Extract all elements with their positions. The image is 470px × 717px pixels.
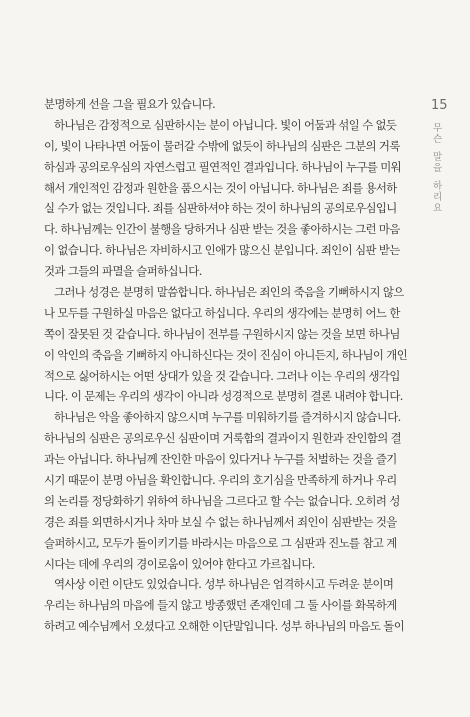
text-line: 시다는 데에 우리의 경이로움이 있어야 한다고 가르칩니다. [44, 556, 315, 571]
text-line: 해서 개인적인 감정과 원한을 품으시는 것이 아닙니다. 하나님은 죄를 용서하 [44, 180, 397, 195]
body-text [44, 94, 410, 637]
text-line: 역사상 이런 이단도 있었습니다. 성부 하나님은 엄격하시고 두려운 분이며 [54, 577, 394, 592]
text-line: 이 없습니다. 하나님은 자비하시고 인애가 많으신 분입니다. 죄인이 심판 받는 [44, 243, 400, 258]
running-title-word: 무 슨 [433, 123, 443, 145]
text-line: 이 악인의 죽음을 기뻐하지 아니하신다는 것이 진심이 아니든지, 하나님이 개인 [44, 347, 408, 362]
text-line: 시기 때문이 분명 아님을 확인합니다. 우리의 호기심을 만족하게 하거나 우리 [44, 473, 397, 488]
text-line: 하나님은 악을 좋아하지 않으시며 누구를 미워하기를 즐겨하시지 않습니다. [54, 410, 401, 425]
running-title-word: 말 을 [433, 152, 443, 174]
text-line: 하나님의 심판은 공의로우신 심판이며 거룩함의 결과이지 원한과 잔인함의 결 [44, 431, 402, 446]
running-title-word: 하 리 요 [433, 181, 443, 214]
text-line: 하려고 예수님께서 오셨다고 오해한 이단말입니다. 성부 하나님의 마음도 돌이 [44, 619, 405, 634]
page-number: 15 [431, 98, 448, 113]
text-line: 실 수가 없는 것입니다. 죄를 심판하셔야 하는 것이 하나님의 공의로우심입니 [44, 201, 397, 216]
text-line: 우리는 하나님의 마음에 들지 않고 방종했던 존재인데 그 둘 사이를 화목하게 [44, 598, 397, 613]
text-line: 적으로 싫어하시는 어떤 상대가 있을 것 같습니다. 그러나 이는 우리의 생각입 [44, 368, 400, 383]
text-line: 분명하게 선을 그을 필요가 있습니다. [44, 97, 216, 111]
text-line: 나 모두를 구원하실 마음은 없다고 하십니다. 우리의 생각에는 분명히 어느 한 [44, 305, 400, 320]
text-line: 의 논리를 정당화하기 위하여 하나님을 그르다고 할 수는 없습니다. 오히려 성 [44, 493, 400, 508]
text-line: 다. 하나님께는 인간이 불행을 당하거나 심판 받는 것을 좋아하시는 그런 마음 [44, 222, 400, 237]
text-line: 이, 빛이 나타나면 어둠이 물러갈 수밖에 없듯이 하나님의 심판은 그분의 거룩 [44, 138, 400, 153]
text-line: 것과 그들의 파멸을 슬퍼하십니다. [44, 264, 202, 279]
text-line: 하심과 공의로우심의 자연스럽고 필연적인 결과입니다. 하나님이 누구를 미워 [44, 159, 402, 174]
text-line: 과는 아닙니다. 하나님께 잔인한 마음이 있다거나 누구를 처벌하는 것을 즐기 [44, 452, 397, 467]
text-line: 슬퍼하시고, 모두가 돌이키기를 바라시는 마음으로 그 심판과 진노를 참고 계 [44, 535, 397, 550]
running-title [433, 124, 442, 222]
text-line: 하나님은 감정적으로 심판하시는 분이 아닙니다. 빛이 어둠과 섞일 수 없듯 [54, 117, 397, 132]
text-line: 쪽이 잘못된 것 같습니다. 하나님이 전부를 구원하시지 않는 것을 보면 하나님 [44, 326, 400, 341]
text-line: 그러나 성경은 분명히 말씀합니다. 하나님은 죄인의 죽음을 기뻐하시지 않으 [54, 285, 404, 300]
text-line: 니다. 이 문제는 우리의 생각이 아니라 성경적으로 분명히 결론 내려야 합니다. [44, 389, 403, 404]
text-line: 경은 죄를 외면하시거나 차마 보실 수 없는 하나님께서 죄인이 심판받는 것을 [44, 514, 397, 529]
